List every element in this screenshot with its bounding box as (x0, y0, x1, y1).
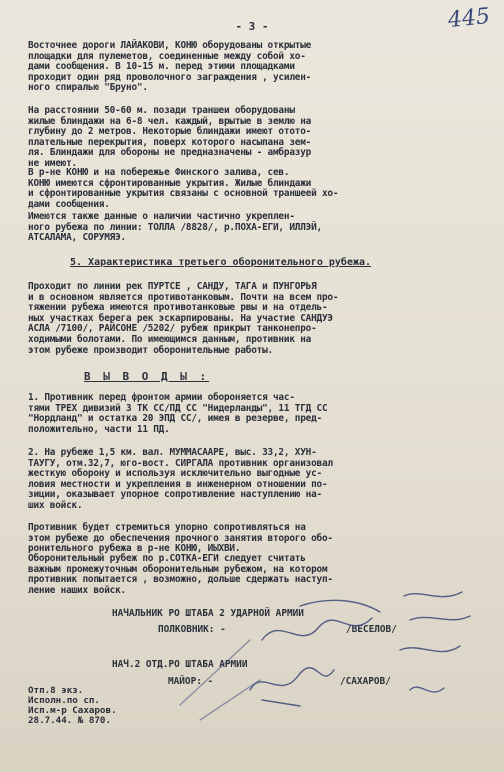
paragraph-shelters: В р-не КОНЮ и на побережье Финского залива, сев. КОНЮ имеются сфронтированные укрытия. Жилые блиндажи и сфронтированные укрытия связаны с основной траншеей хо- дами сообщения. (28, 167, 339, 210)
conclusions-heading: В Ы В О Д Ы : (84, 370, 210, 383)
dispatch-footer: Отп.8 экз. Исполн.по сп. Исп.м-р Сахаров. 28.7.44. № 870. (28, 685, 117, 726)
handwritten-sheet-number: 445 (446, 3, 492, 34)
signature-block-deputy-name: /САХАРОВ/ (340, 676, 391, 687)
signature-block-deputy-rank: МАЙОР: - (168, 676, 214, 687)
signature-block-chief-title: НАЧАЛЬНИК РО ШТАБА 2 УДАРНОЙ АРМИИ (112, 608, 304, 619)
paragraph-intermediate-line: Оборонительный рубеж по р.СОТКА-ЕГИ следует считать важным промежуточным оборонительным рубежом, на котором противник попытается , возможно, дольше сдержать наступ- ление наших войск. (28, 553, 333, 596)
paragraph-fortified-line: Имеются также данные о наличии частично укреплен- ного рубежа по линии: ТОЛЛА /8828/, р.ПОХА-ЕГИ, ИЛЛЭЙ, АТСАЛАМА, СОРУМЯЭ. (28, 211, 322, 244)
paragraph-trench-positions: Восточнее дороги ЛАЙАКОВИ, КОНЮ оборудованы открытые площадки для пулеметов, соединенные между собой хо- дами сообщения. В 10-15 м. перед этими площадками проходит один ряд проволочного заграждения , усилен- ного спиралью "Бруно". (28, 40, 312, 94)
paragraph-dugouts: На расстоянии 50-60 м. позади траншеи оборудованы жилые блиндажи на 6-8 чел. каждый, врытые в землю на глубину до 2 метров. Некоторые блиндажи имеют отото- плательные перекрытия, поверх которого насыпана зем- ля. Блиндажи для обороны не предназначены - амбразур не имеют. (28, 105, 312, 169)
page-number: - 3 - (235, 20, 269, 33)
signature-scrawl-deputy (250, 668, 334, 706)
signature-block-chief-name: /ВЕСЕЛОВ/ (346, 624, 397, 635)
section-heading-third-line: 5. Характеристика третьего оборонительного рубежа. (70, 257, 372, 268)
paragraph-conclusion-2: 2. На рубеже 1,5 км. вал. МУММАСААРЕ, выс. 33,2, ХУН- ТАУГУ, отм.32,7, юго-вост. СИРГАЛА противник организовал жесткую оборону и используя исключительно выгодные ус- ловия местности и укрепления в инженерном отношении по- зиции, оказывает упорное сопротивление наступлению на- ших войск. (28, 447, 333, 511)
signature-block-chief-rank: ПОЛКОВНИК: - (158, 624, 226, 635)
margin-notes (400, 592, 470, 692)
paragraph-conclusion-1: 1. Противник перед фронтом армии обороняется час- тями ТРЕХ дивизий З ТК СС/ПД СС "Нидерланды", 11 ТГД СС "Нордланд" и остатка 20 ЭПД СС/, имея в резерве, пред- положительно, части 11 ПД. (28, 392, 328, 435)
signature-block-deputy-title: НАЧ.2 ОТД.РО ШТАБА АРМИИ (112, 659, 248, 670)
paragraph-resistance: Противник будет стремиться упорно сопротивляться на этом рубеже до обеспечения прочного занятия второго обо- ронительного рубежа в р-не КОНЮ, ИЫХВИ. (28, 522, 333, 555)
paragraph-third-line: Проходит по линии рек ПУРТСЕ , САНДУ, ТАГА и ПУНГОРЬЯ и в основном является противотанковым. Почти на всем про- тяжении рубежа имеются противотанковые рвы и на отдель- ных участках берега рек эскарпированы. На участие САНДУЭ АСЛА /7100/, РАЙСОНЕ /5202/ рубеж прикрыт танконепро- ходимыми болотами. По имеющимся данным, противник на этом рубеже производит оборонительные работы. (28, 281, 339, 356)
